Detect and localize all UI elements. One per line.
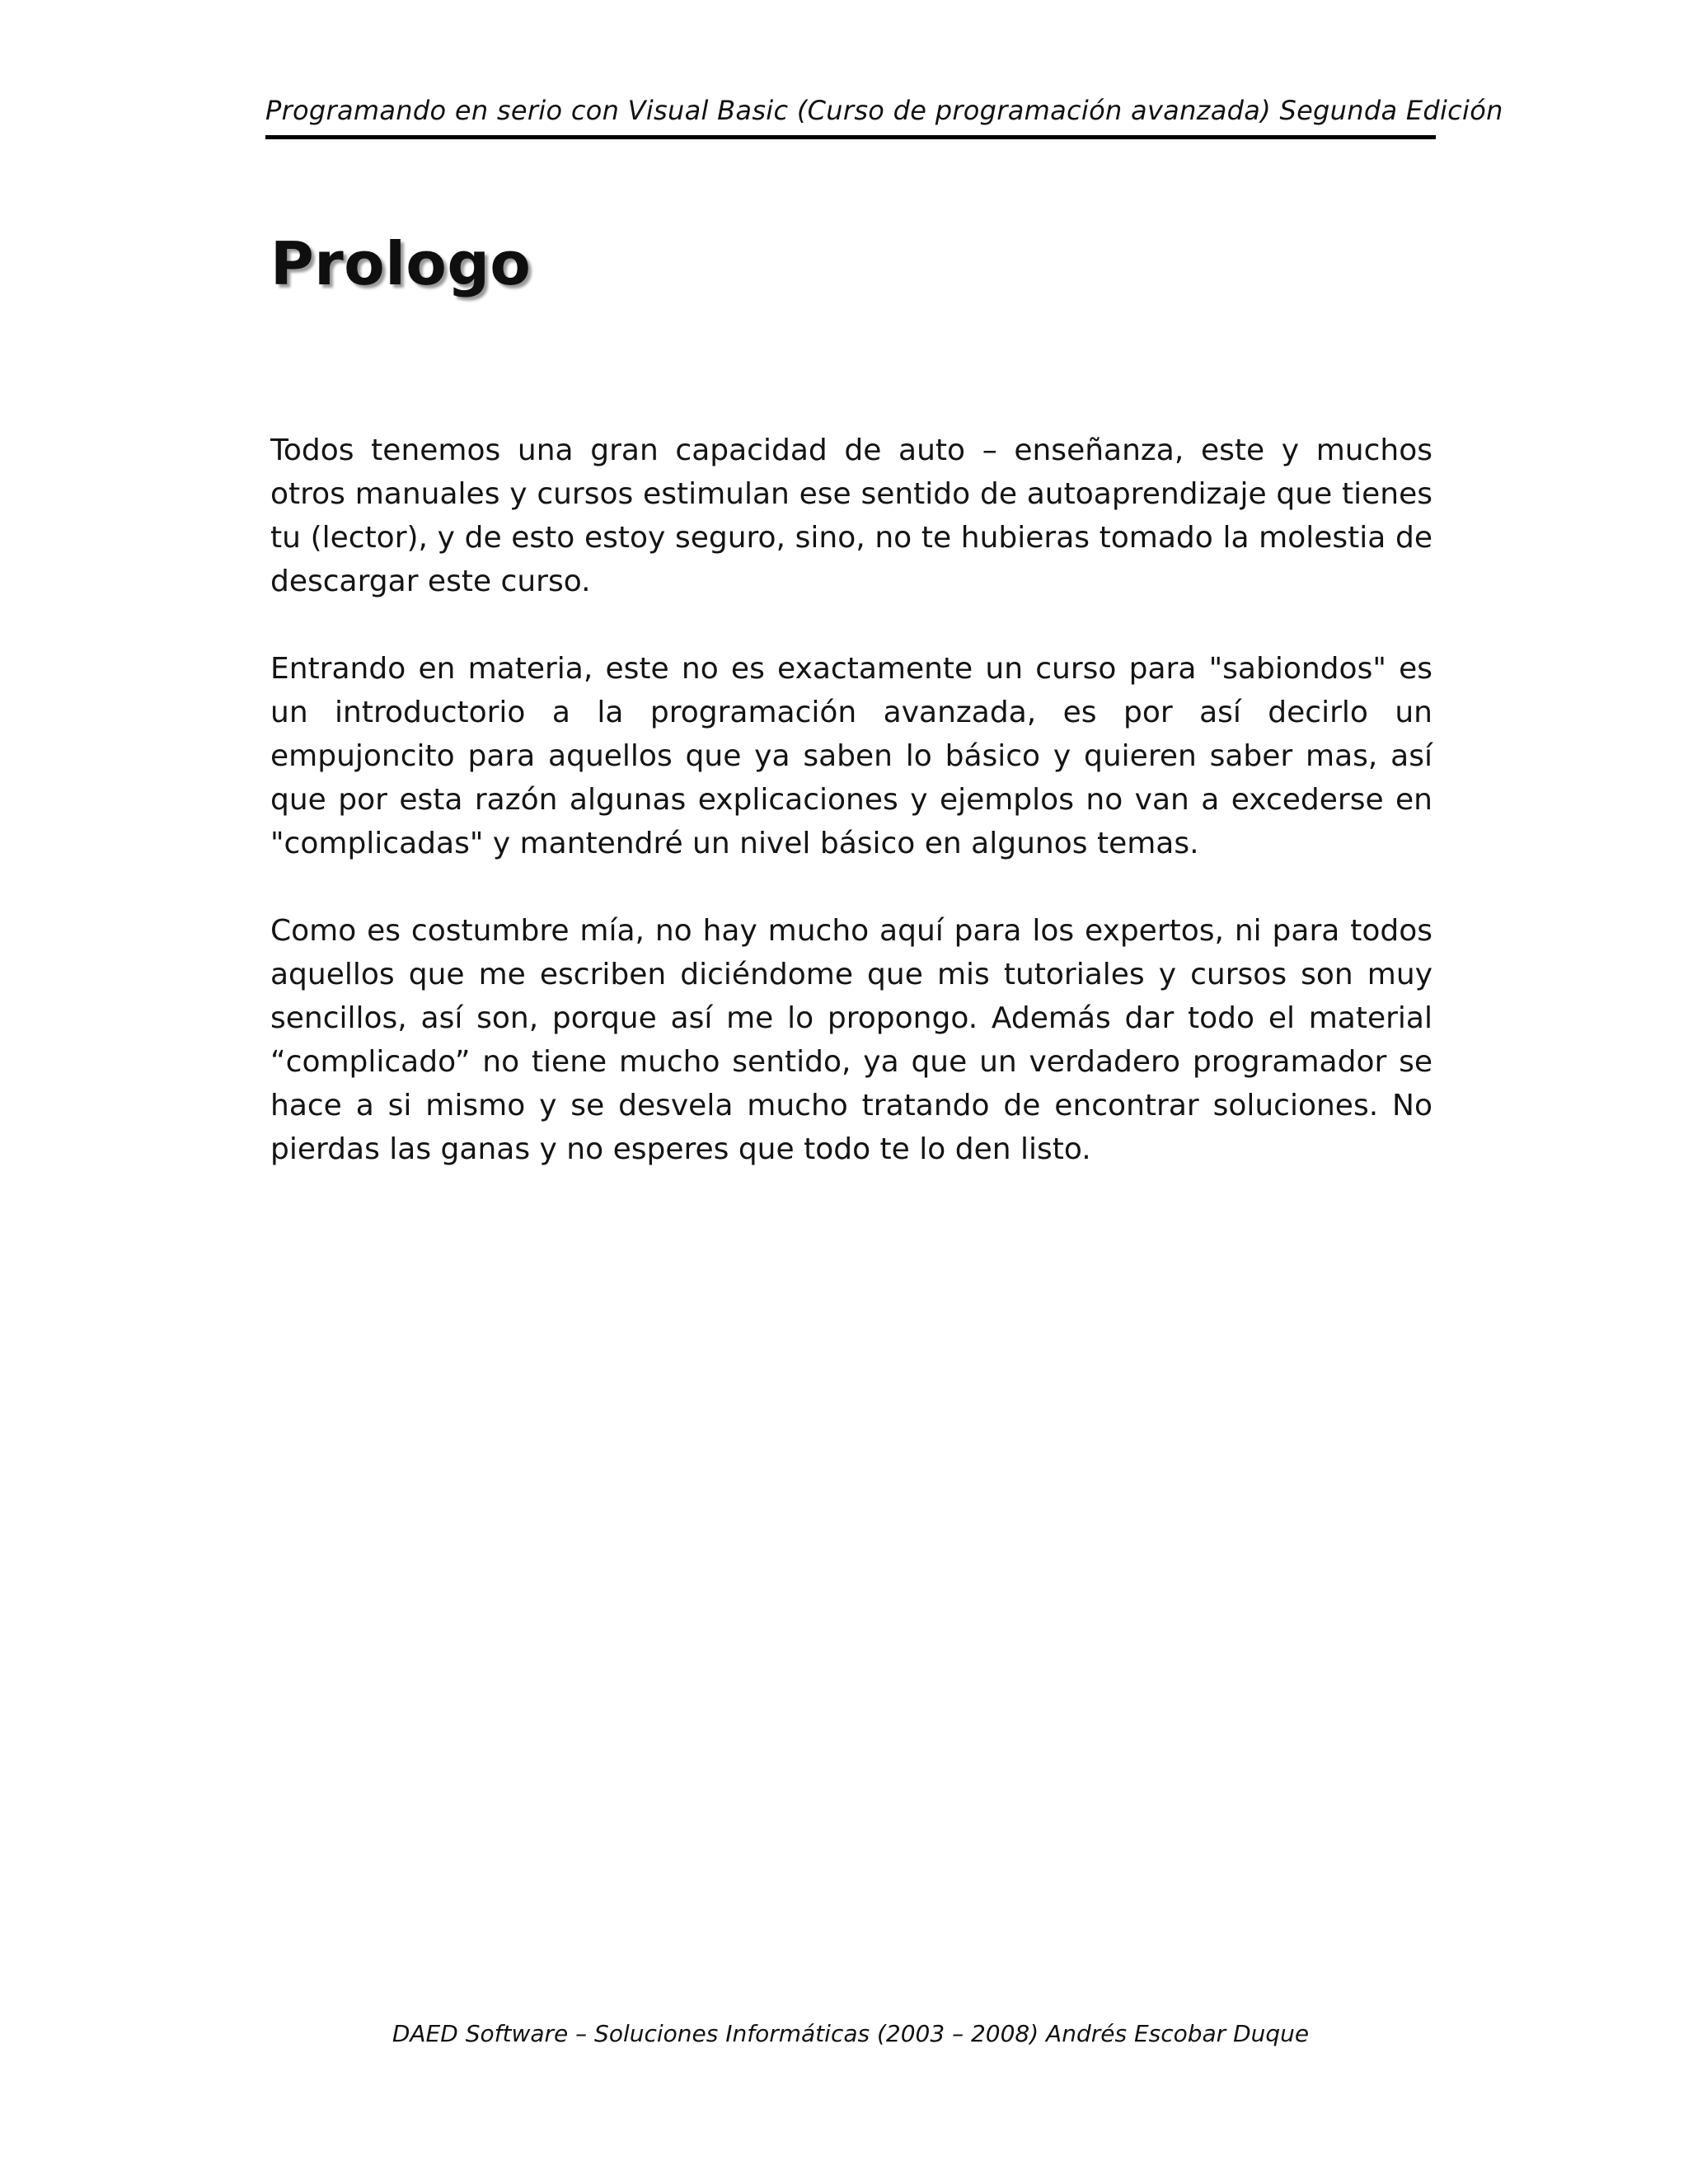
running-header [265,89,1503,139]
page-title: Prologo [270,229,532,298]
running-footer: DAED Software – Soluciones Informáticas (2003 – 2008) Andrés Escobar Duque [392,2020,1310,2047]
paragraph-3: Como es costumbre mía, no hay mucho aquí para los expertos, ni para todos aquellos que me escriben diciéndome que mis tutoriales y cursos son muy sencillos, así son, porque así me lo propongo. Además dar todo el material “complicado” no tiene mucho sentido, ya que un verdadero programador se hace a si mismo y se desvela mucho tratando de encontrar soluciones. No pierdas las ganas y no esperes que todo te lo den listo. [270,914,1432,1166]
paragraph-2: Entrando en materia, este no es exactamente un curso para "sabiondos" es un introductorio a la programación avanzada, es por así decirlo un empujoncito para aquellos que ya saben lo básico y quieren saber mas, así que por esta razón algunas explicaciones y ejemplos no van a excederse en "complicadas" y mantendré un nivel básico en algunos temas. [270,652,1432,860]
paragraph-1: Todos tenemos una gran capacidad de auto – enseñanza, este y muchos otros manuales y cursos estimulan ese sentido de autoaprendizaje que tienes tu (lector), y de esto estoy seguro, sino, no te hubieras tomado la molestia de descargar este curso. [270,434,1432,598]
running-header-title: Programando en serio con Visual Basic (Curso de programación avanzada) Segunda Edición [265,95,1503,126]
body-text [270,429,1432,1215]
